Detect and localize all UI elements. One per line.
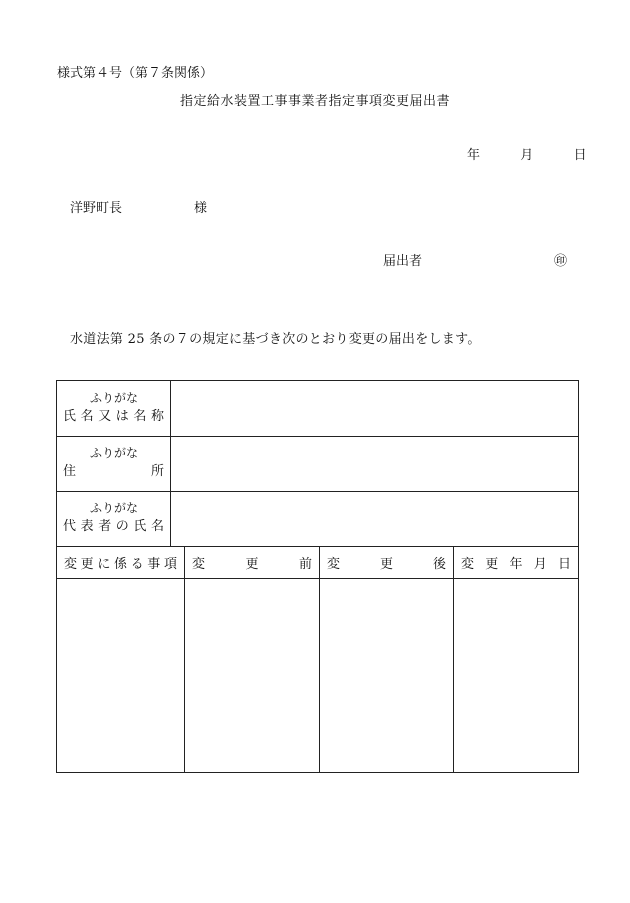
representative-label: 代 表 者 の 氏 名 — [63, 519, 164, 534]
row-label — [57, 491, 171, 546]
furigana-label: ふりがな — [89, 501, 138, 515]
address-value-field[interactable] — [171, 436, 578, 491]
row-label — [57, 436, 171, 491]
recipient-name: 洋野町長 — [70, 201, 123, 216]
recipient — [70, 201, 207, 217]
date-day: 日 — [573, 148, 587, 163]
address-label: 住 所 — [63, 464, 164, 479]
representative-value-field[interactable] — [171, 491, 578, 546]
form-number: 様式第４号（第７条関係） — [57, 66, 214, 81]
name-label: 氏 名 又 は 名 称 — [63, 409, 164, 424]
document-title: 指定給水装置工事事業者指定事項変更届出書 — [179, 94, 450, 109]
change-date-field[interactable] — [454, 578, 578, 772]
recipient-honorific: 様 — [194, 201, 208, 216]
row-representative — [57, 491, 578, 547]
header-change-date: 変 更 年 月 日 — [461, 556, 571, 572]
date-line — [467, 148, 587, 164]
changed-item-field[interactable] — [57, 578, 185, 772]
change-header-row — [57, 546, 578, 579]
row-name — [57, 381, 578, 437]
date-month: 月 — [520, 148, 534, 163]
row-address — [57, 436, 578, 492]
name-value-field[interactable] — [171, 381, 578, 436]
furigana-label: ふりがな — [89, 391, 138, 405]
header-changed-item: 変 更 に 係 る 事 項 — [57, 546, 185, 578]
change-body-row — [57, 578, 578, 772]
date-year: 年 — [467, 148, 481, 163]
before-change-field[interactable] — [185, 578, 320, 772]
notifier-label: 届出者 — [383, 254, 423, 269]
after-change-field[interactable] — [320, 578, 454, 772]
header-before-change: 変 更 前 — [185, 546, 320, 578]
furigana-label: ふりがな — [89, 446, 138, 460]
notification-table — [56, 380, 579, 773]
header-after-change: 変 更 後 — [320, 546, 454, 578]
seal-mark: ㊞ — [554, 254, 568, 269]
row-label — [57, 381, 171, 436]
statement-text: 水道法第 25 条の７の規定に基づき次のとおり変更の届出をします。 — [70, 332, 481, 347]
